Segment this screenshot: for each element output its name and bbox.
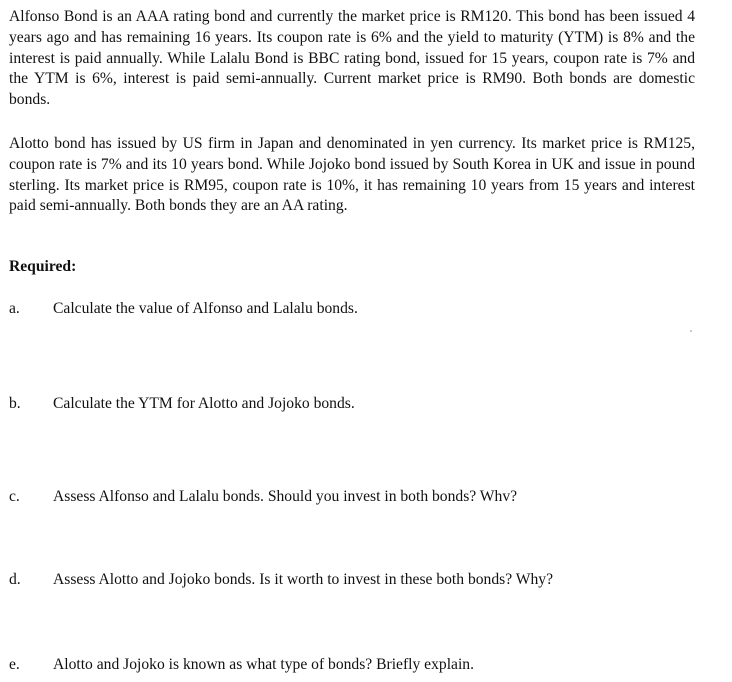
question-c (0, 486, 732, 508)
question-b (0, 393, 732, 415)
question-text: Calculate the YTM for Alotto and Jojoko bonds. (53, 395, 355, 412)
question-text: Assess Alotto and Jojoko bonds. Is it worth to invest in these both bonds? Why? (53, 571, 553, 588)
question-text: Assess Alfonso and Lalalu bonds. Should you invest in both bonds? Whv? (53, 488, 518, 505)
question-e (0, 654, 732, 676)
question-text: Alotto and Jojoko is known as what type of bonds? Briefly explain. (53, 656, 474, 673)
paragraph-alotto-jojoko: Alotto bond has issued by US firm in Japan and denominated in yen currency. Its market price is RM125, coupon rate is 7% and its 10 years bond. While Jojoko bond issued by South Korea in UK and issue in pound sterling. Its market price is RM95, coupon rate is 10%, it has remaining 10 years from 15 years and interest paid semi-annually. Both bonds they are an AA rating. (9, 135, 695, 215)
question-text: Calculate the value of Alfonso and Lalalu bonds. (53, 300, 358, 317)
question-d (0, 569, 732, 591)
question-letter: e. (9, 656, 20, 673)
required-heading: Required: (9, 258, 77, 275)
question-letter: d. (9, 571, 21, 588)
question-letter: c. (9, 488, 20, 505)
question-letter: a. (9, 300, 20, 317)
paragraph-alfonso-lalalu: Alfonso Bond is an AAA rating bond and currently the market price is RM120. This bond has been issued 4 years ago and has remaining 16 years. Its coupon rate is 6% and the yield to maturity (YTM) is 8% and the interest is paid annually. While Lalalu Bond is BBC rating bond, issued for 15 years, coupon rate is 7% and the YTM is 6%, interest is paid semi-annually. Current market price is RM90. Both bonds are domestic bonds. (9, 8, 695, 109)
question-letter: b. (9, 395, 21, 412)
question-a (0, 298, 732, 320)
scan-speck (690, 330, 692, 332)
